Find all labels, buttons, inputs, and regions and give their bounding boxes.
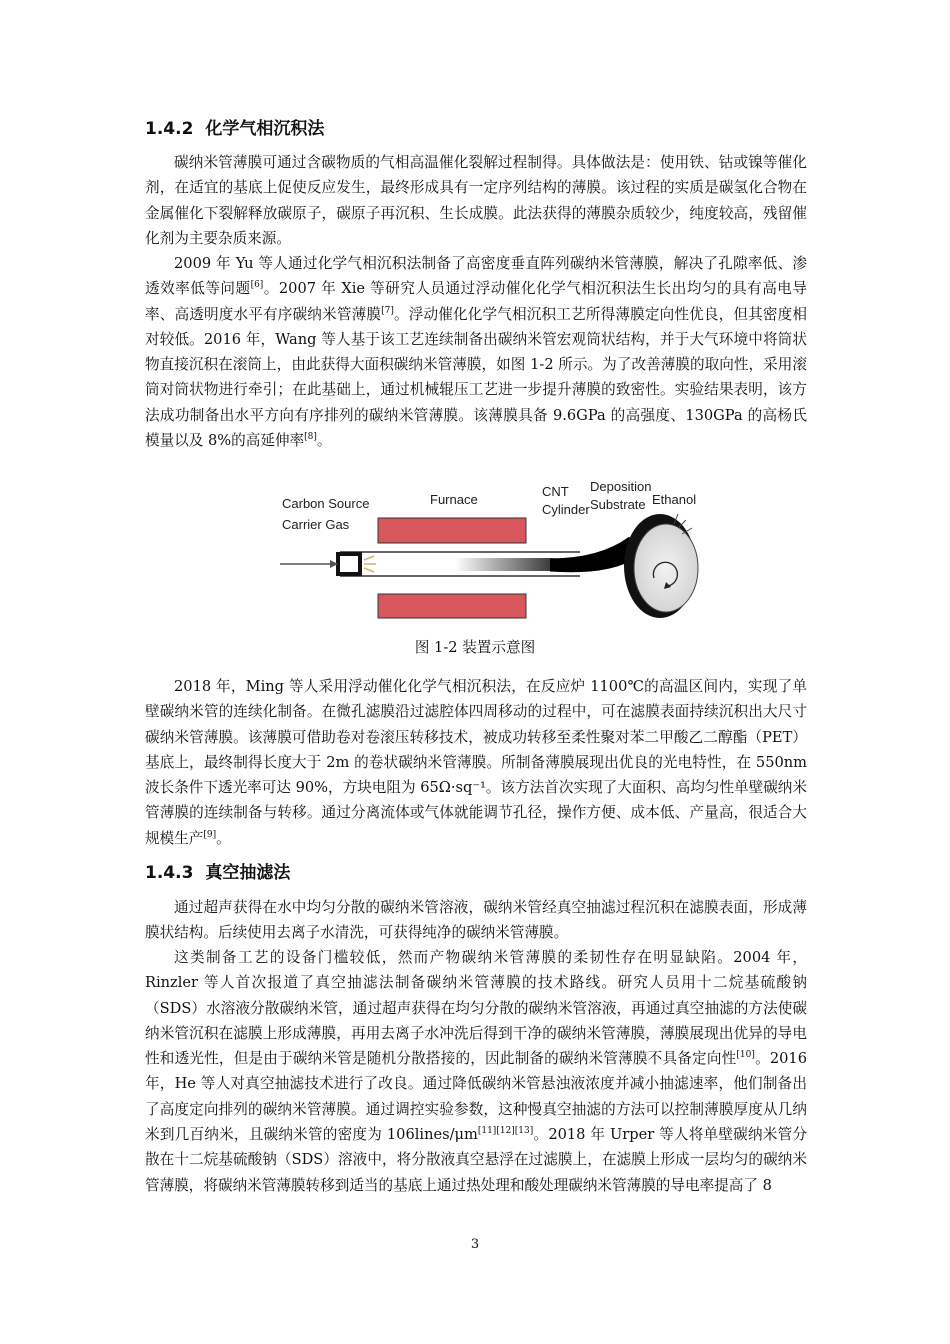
label-ethanol: Ethanol: [652, 492, 697, 507]
furnace-bottom-block: [378, 594, 526, 618]
catalyst-spray: [364, 556, 376, 572]
label-cnt: CNT: [542, 484, 569, 499]
furnace-top-block: [378, 518, 526, 543]
citation: [6]: [250, 280, 264, 291]
deposition-substrate-drum: [634, 524, 698, 612]
section-number: 1.4.2: [145, 119, 194, 139]
citation: [7]: [381, 305, 394, 316]
paragraph: 这类制备工艺的设备门槛较低，然而产物碳纳米管薄膜的柔韧性存在明显缺陷。2004 年，Rinzler 等人首次报道了真空抽滤法制备碳纳米管薄膜的技术路线。研究人员用十二烷基硫酸钠（SDS）水溶液分散碳纳米管，通过超声获得在均匀分散的碳纳米管溶液，再通过真空抽滤的方法使碳纳米管沉积在滤膜上形成薄膜，再用去离子水冲洗后得到干净的碳纳米管薄膜，薄膜展现出优异的导电性和透光性，但是由于碳纳米管是随机分散搭接的，因此制备的碳纳米管薄膜不具备定向性[10]。2016 年，He 等人对真空抽滤技术进行了改良。通过降低碳纳米管悬浊液浓度并减小抽滤速率，他们制备出了高度定向排列的碳纳米管薄膜。通过调控实验参数，这种慢真空抽滤的方法可以控制薄膜厚度从几纳米到几百纳米，且碳纳米管的密度为 106lines/μm[11][12][13]。2018 年 Urper 等人将单壁碳纳米管分散在十二烷基硫酸钠（SDS）溶液中，将分散液真空悬浮在过滤膜上，在滤膜上形成一层均匀的碳纳米管薄膜，将碳纳米管薄膜转移到适当的基底上通过热处理和酸处理碳纳米管薄膜的导电率提高了 8: [145, 949, 807, 1194]
apparatus-svg: [280, 478, 700, 628]
page-number: 3: [470, 1237, 480, 1252]
figure-apparatus-diagram: [280, 478, 700, 628]
label-deposition: Deposition: [590, 479, 652, 494]
label-carbon-source: Carbon Source: [282, 496, 370, 511]
paragraph: 通过超声获得在水中均匀分散的碳纳米管溶液，碳纳米管经真空抽滤过程沉积在滤膜表面，形成薄膜状结构。后续使用去离子水清洗，可获得纯净的碳纳米管薄膜。: [145, 899, 807, 942]
citation: [8]: [304, 432, 317, 443]
paragraph: 2018 年，Ming 等人采用浮动催化化学气相沉积法，在反应炉 1100℃的高温区间内，实现了单壁碳纳米管的连续化制备。在微孔滤膜沿过滤腔体四周移动的过程中，可在滤膜表面持续沉积出大尺寸碳纳米管薄膜。该薄膜可借助卷对卷滚压转移技术，被成功转移至柔性聚对苯二甲酸乙二醇酯（PET）基底上，最终制得长度大于 2m 的卷状碳纳米管薄膜。所制备薄膜展现出优良的光电特性，在 550nm 波长条件下透光率可达 90%，方块电阻为 65Ω·sq⁻¹。该方法首次实现了大面积、高均匀性单壁碳纳米管薄膜的连续制备与转移。通过分离流体或气体就能调节孔径，操作方便、成本低、产量高，很适合大规模生产[9]。: [145, 678, 807, 847]
section-heading: [145, 118, 324, 140]
label-cylinder: Cylinder: [542, 502, 590, 517]
label-furnace: Furnace: [430, 492, 478, 507]
citation: [10]: [736, 1050, 755, 1061]
section-title: 真空抽滤法: [205, 863, 291, 883]
citation: [9]: [203, 829, 217, 840]
figure-caption: 图 1-2 装置示意图: [414, 639, 536, 656]
paragraph: 2009 年 Yu 等人通过化学气相沉积法制备了高密度垂直阵列碳纳米管薄膜，解决了孔隙率低、渗透效率低等问题[6]。2007 年 Xie 等研究人员通过浮动催化化学气相沉积法生长出均匀的具有高电导率、高透明度水平有序碳纳米管薄膜[7]。浮动催化化学气相沉积工艺所得薄膜定向性优良，但其密度相对较低。2016 年，Wang 等人基于该工艺连续制备出碳纳米管宏观筒状结构，并于大气环境中将筒状物直接沉积在滚筒上，由此获得大面积碳纳米管薄膜，如图 1-2 所示。为了改善薄膜的取向性，采用滚筒对筒状物进行牵引；在此基础上，通过机械辊压工艺进一步提升薄膜的致密性。实验结果表明，该方法成功制备出水平方向有序排列的碳纳米管薄膜。该薄膜具备 9.6GPa 的高强度、130GPa 的高杨氏模量以及 8%的高延伸率[8]。: [145, 255, 807, 450]
section-title: 化学气相沉积法: [205, 119, 325, 139]
injector-nozzle: [338, 554, 360, 574]
label-carrier-gas: Carrier Gas: [282, 517, 350, 532]
section-number: 1.4.3: [145, 863, 194, 883]
section-heading: [145, 862, 290, 884]
paragraph: 碳纳米管薄膜可通过含碳物质的气相高温催化裂解过程制得。具体做法是：使用铁、钴或镍等催化剂，在适宜的基底上促使反应发生，最终形成具有一定序列结构的薄膜。该过程的实质是碳氢化合物在金属催化下裂解释放碳原子，碳原子再沉积、生长成膜。此法获得的薄膜杂质较少，纯度较高，残留催化剂为主要杂质来源。: [145, 154, 807, 247]
citation: [11][12][13]: [477, 1126, 534, 1137]
label-substrate: Substrate: [590, 497, 646, 512]
